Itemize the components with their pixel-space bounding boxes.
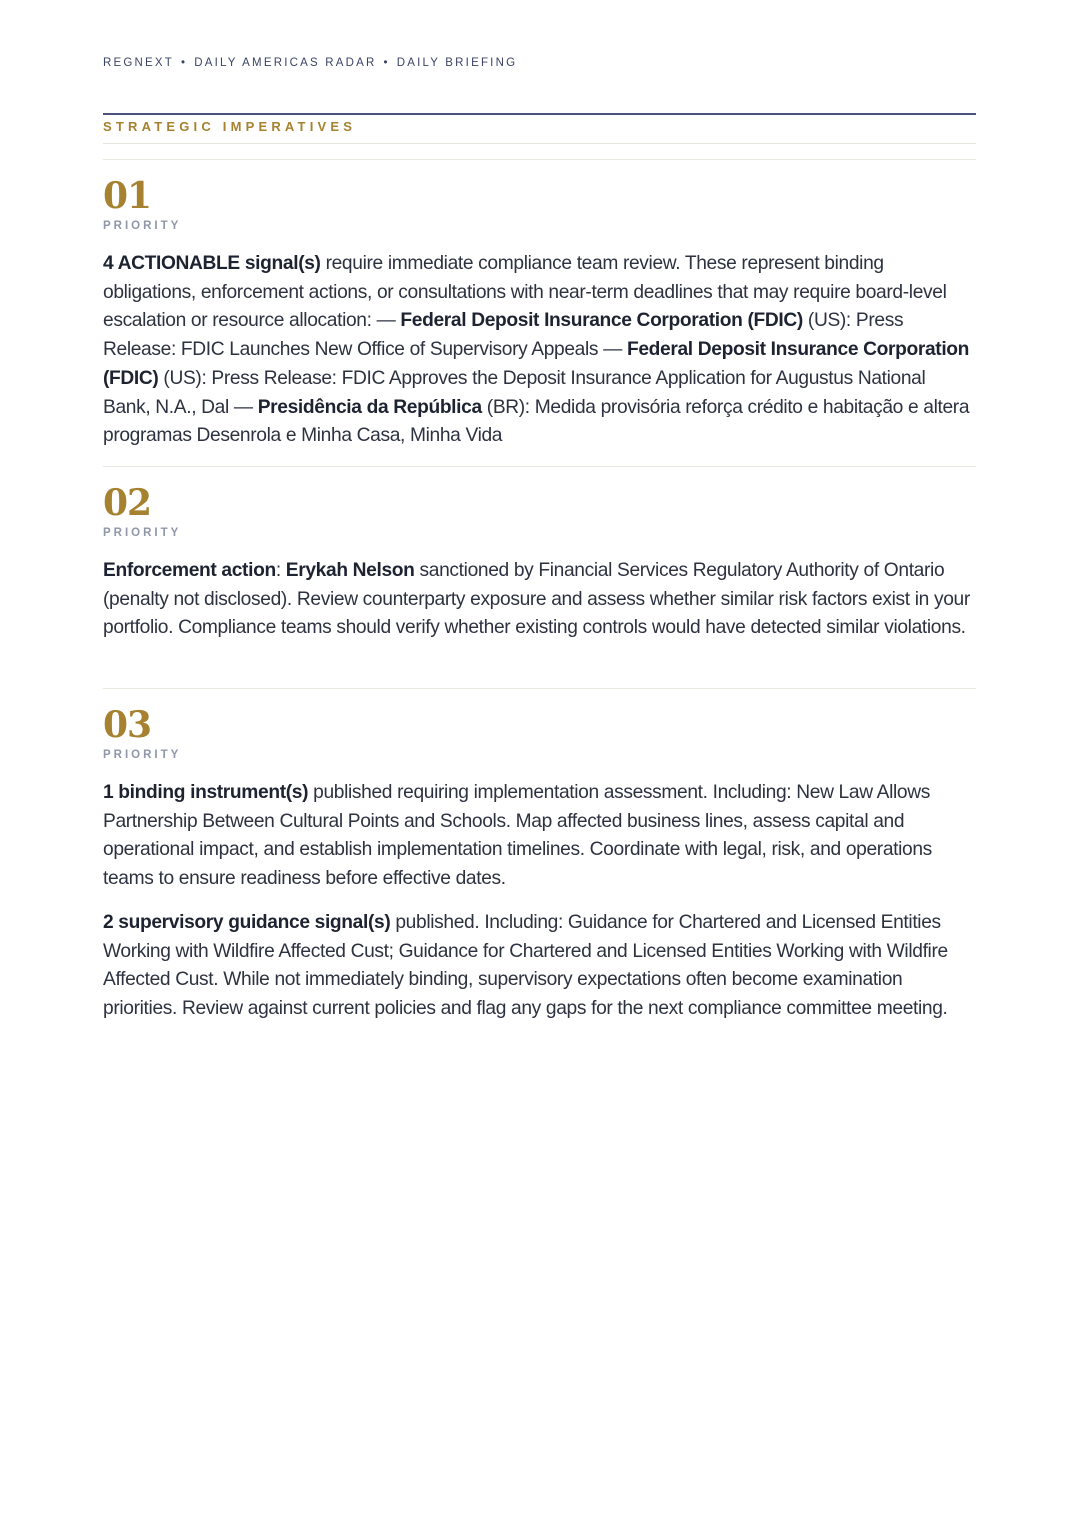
header-separator: • bbox=[181, 57, 188, 69]
priority-paragraph bbox=[103, 250, 976, 451]
body-text: published requiring implementation assessment. Including: New Law Allows Partnership Between Cultural Points and Schools. Map affected business lines, assess capital and operational impact, and establish implementation timelines. Coordinate with legal, risk, and operations teams to ensure readiness before effective dates. bbox=[103, 782, 932, 890]
priority-paragraph bbox=[103, 909, 976, 1024]
emphasis-text: 1 binding instrument(s) bbox=[103, 782, 309, 803]
emphasis-text: Erykah Nelson bbox=[285, 560, 415, 581]
priority-label: PRIORITY bbox=[103, 220, 182, 232]
priority-label: PRIORITY bbox=[103, 527, 182, 539]
priority-body bbox=[103, 250, 976, 451]
header-report-name: DAILY AMERICAS RADAR bbox=[194, 57, 377, 69]
header-edition: DAILY BRIEFING bbox=[396, 57, 518, 69]
body-text: published. Including: Guidance for Chartered and Licensed Entities Working with Wildfire Affected Cust; Guidance for Chartered and Licensed Entities Working with Wildfire Affected Cust. While not immediately binding, supervisory expectations often become examination priorities. Review against current policies and flag any gaps for the next compliance committee meeting. bbox=[103, 911, 948, 1019]
priority-body bbox=[103, 557, 976, 643]
body-text: (US): Press Release: FDIC Approves the Deposit Insurance Application for Augustus National Bank, N.A., Dal — bbox=[103, 367, 926, 418]
divider bbox=[103, 466, 976, 467]
emphasis-text: 2 supervisory guidance signal(s) bbox=[103, 911, 391, 933]
priority-number: 01 bbox=[103, 175, 152, 217]
header-separator: • bbox=[383, 57, 390, 69]
emphasis-text: 4 ACTIONABLE signal(s) bbox=[103, 253, 321, 274]
emphasis-text: Federal Deposit Insurance Corporation (FDIC) bbox=[103, 339, 970, 389]
emphasis-text: Presidência da República bbox=[257, 396, 482, 418]
body-text: (BR): Medida provisória reforça crédito e habitação e altera programas Desenrola e Minha Casa, Minha Vida bbox=[103, 396, 970, 447]
divider bbox=[103, 159, 976, 160]
body-text: : bbox=[275, 560, 286, 581]
header-brand: REGNEXT bbox=[103, 57, 174, 69]
emphasis-text: Enforcement action bbox=[103, 560, 276, 581]
priority-body bbox=[103, 779, 976, 1024]
section-header bbox=[103, 113, 976, 144]
priority-block-1 bbox=[103, 175, 976, 451]
priority-label: PRIORITY bbox=[103, 749, 182, 761]
priority-block-2 bbox=[103, 482, 976, 643]
body-text: require immediate compliance team review. These represent binding obligations, enforcement actions, or consultations with near-term deadlines that may require board-level escalation or resource allocation: — bbox=[103, 253, 947, 332]
emphasis-text: Federal Deposit Insurance Corporation (FDIC) bbox=[400, 310, 803, 332]
section-title: STRATEGIC IMPERATIVES bbox=[103, 119, 357, 134]
priority-number: 02 bbox=[103, 482, 152, 524]
priority-number: 03 bbox=[103, 704, 152, 746]
body-text: (US): Press Release: FDIC Launches New Office of Supervisory Appeals — bbox=[103, 310, 904, 361]
priority-paragraph bbox=[103, 557, 976, 643]
divider bbox=[103, 688, 976, 689]
body-text: sanctioned by Financial Services Regulatory Authority of Ontario (penalty not disclosed). Review counterparty exposure and assess whether similar risk factors exist in your portfolio. Compliance teams should verify whether existing controls would have detected similar violations. bbox=[103, 560, 970, 639]
running-header bbox=[103, 57, 517, 69]
priority-block-3 bbox=[103, 704, 976, 1024]
priority-paragraph bbox=[103, 779, 976, 894]
